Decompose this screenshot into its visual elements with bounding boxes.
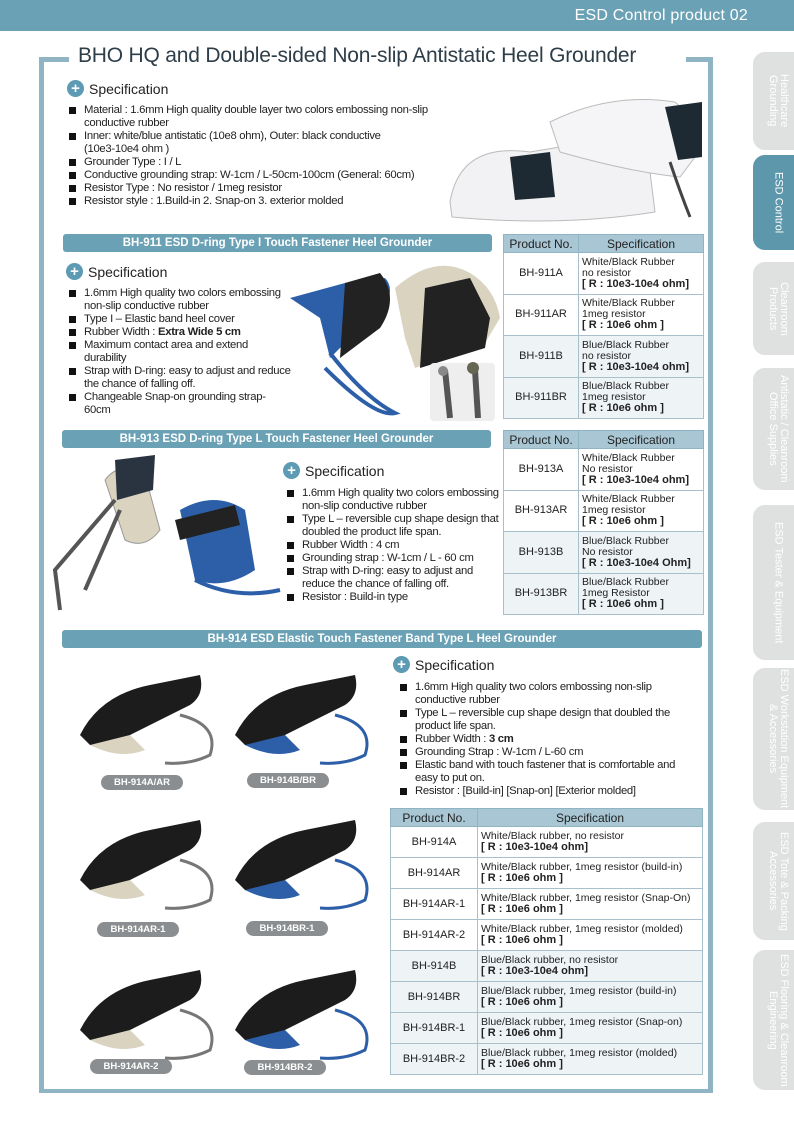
side-tab[interactable] bbox=[753, 155, 794, 250]
spec-item: Type L – reversible cup shape design that doubled the product life span. bbox=[393, 707, 693, 733]
spec-item: Strap with D-ring: easy to adjust and reduce the chance of falling off. bbox=[280, 565, 505, 591]
image-label: BH-914A/AR bbox=[101, 775, 183, 790]
spec-cell bbox=[579, 490, 704, 532]
spec-item: Type I – Elastic band heel cover bbox=[62, 313, 292, 326]
spec-label: Specification bbox=[305, 462, 385, 479]
resistance: [ R : 10e3-10e4 Ohm] bbox=[582, 556, 691, 569]
table-row bbox=[391, 889, 703, 920]
spec-item: Changeable Snap-on grounding strap-60cm bbox=[62, 391, 292, 417]
bh914-product-photo bbox=[70, 950, 220, 1070]
side-tab-label: Healthcare Grounding bbox=[767, 74, 790, 128]
spec-line: White/Black Rubber bbox=[582, 297, 675, 310]
spec-cell bbox=[478, 858, 703, 889]
table-row bbox=[391, 827, 703, 858]
spec-cell bbox=[579, 532, 704, 574]
top-banner bbox=[0, 0, 794, 31]
product-no: BH-911A bbox=[504, 253, 579, 295]
table-row bbox=[391, 1013, 703, 1044]
table-row bbox=[504, 573, 704, 615]
side-tab-label: Cleanroom Products bbox=[767, 281, 790, 336]
side-tab-label: ESD Tester & Equipment bbox=[772, 521, 785, 644]
resistance: [ R : 10e6 ohm ] bbox=[582, 515, 664, 528]
side-tab-label: ESD Tote & Packing Accessories bbox=[767, 831, 790, 931]
table-row bbox=[504, 336, 704, 378]
bh911-product-photo bbox=[285, 258, 500, 423]
spec-item: Type L – reversible cup shape design that doubled the product life span. bbox=[280, 513, 505, 539]
section-bar-bh911: BH-911 ESD D-ring Type I Touch Fastener Heel Grounder bbox=[63, 234, 492, 252]
product-no: BH-911AR bbox=[504, 294, 579, 336]
side-tab[interactable] bbox=[753, 52, 794, 150]
spec-line: Blue/Black Rubber bbox=[582, 380, 669, 393]
spec-cell bbox=[478, 1013, 703, 1044]
product-no: BH-914BR-1 bbox=[391, 1013, 478, 1044]
spec-item: Material : 1.6mm High quality double layer two colors embossing non-slip conductive rubber bbox=[62, 104, 432, 130]
resistance: [ R : 10e6 ohm ] bbox=[481, 934, 563, 946]
spec-line: White/Black Rubber bbox=[582, 451, 675, 464]
spec-line: No resistor bbox=[582, 545, 633, 558]
spec-item: Grounding Strap : W-1cm / L-60 cm bbox=[393, 746, 693, 759]
resistance: [ R : 10e6 ohm ] bbox=[582, 319, 664, 332]
table-row bbox=[391, 920, 703, 951]
product-no: BH-914BR bbox=[391, 982, 478, 1013]
spec-line: White/Black Rubber bbox=[582, 255, 675, 268]
product-no: BH-913B bbox=[504, 532, 579, 574]
bh914-product-photo bbox=[225, 655, 375, 775]
side-tab[interactable] bbox=[753, 368, 794, 490]
table-row bbox=[504, 449, 704, 491]
spec-line: Blue/Black Rubber bbox=[582, 576, 669, 589]
spec-cell bbox=[579, 377, 704, 419]
spec-item-bold: 3 cm bbox=[488, 733, 514, 745]
image-label: BH-914B/BR bbox=[247, 773, 329, 788]
resistance: [ R : 10e6 ohm ] bbox=[481, 996, 563, 1008]
page-title: BHO HQ and Double-sided Non-slip Antistatic Heel Grounder bbox=[78, 44, 637, 67]
image-label: BH-914BR-2 bbox=[244, 1060, 326, 1075]
spec-line: White/Black rubber, no resistor bbox=[481, 830, 624, 842]
side-tab[interactable] bbox=[753, 822, 794, 940]
side-tab[interactable] bbox=[753, 262, 794, 355]
spec-cell bbox=[478, 920, 703, 951]
spec-item: Resistor style : 1.Build-in 2. Snap-on 3. exterior molded bbox=[62, 195, 432, 208]
bh911-spec-table bbox=[503, 234, 704, 419]
table-row bbox=[504, 253, 704, 295]
table-row bbox=[391, 1044, 703, 1075]
side-tab[interactable] bbox=[753, 505, 794, 660]
bh913-spec-table bbox=[503, 430, 704, 615]
spec-line: 1meg resistor bbox=[582, 504, 646, 517]
spec-item: Rubber Width : 4 cm bbox=[280, 539, 505, 552]
spec-cell bbox=[579, 573, 704, 615]
resistance: [ R : 10e3-10e4 ohm] bbox=[582, 277, 689, 290]
spec-item: Inner: white/blue antistatic (10e8 ohm), Outer: black conductive (10e3-10e4 ohm ) bbox=[62, 130, 432, 156]
bh914-spec-list bbox=[393, 681, 693, 798]
product-no: BH-914AR bbox=[391, 858, 478, 889]
spec-line: no resistor bbox=[582, 349, 632, 362]
table-header bbox=[504, 431, 704, 449]
spec-item-bold: Extra Wide 5 cm bbox=[157, 326, 241, 338]
spec-label: Specification bbox=[415, 656, 495, 673]
spec-label: Specification bbox=[89, 80, 169, 97]
shoe-with-heel-grounder-photo bbox=[440, 82, 710, 232]
plus-icon: + bbox=[66, 263, 83, 280]
col-header: Specification bbox=[478, 809, 703, 827]
product-no: BH-914A bbox=[391, 827, 478, 858]
table-row bbox=[504, 294, 704, 336]
bh911-spec-list bbox=[62, 287, 292, 417]
bh913-product-photo bbox=[45, 450, 285, 620]
spec-line: Blue/Black Rubber bbox=[582, 338, 669, 351]
side-tab-label: ESD Workstation Equipment & Accessories bbox=[767, 669, 790, 809]
resistance: [ R : 10e3-10e4 ohm] bbox=[582, 473, 689, 486]
col-header: Product No. bbox=[504, 431, 579, 449]
spec-cell bbox=[478, 827, 703, 858]
table-row bbox=[504, 377, 704, 419]
frame-bottom bbox=[39, 1089, 713, 1093]
product-no: BH-914BR-2 bbox=[391, 1044, 478, 1075]
spec-line: Blue/Black rubber, 1meg resistor (build-in) bbox=[481, 985, 677, 997]
side-tab-label: ESD Control bbox=[772, 171, 785, 234]
spec-line: White/Black rubber, 1meg resistor (Snap-On) bbox=[481, 892, 691, 904]
spec-heading bbox=[283, 462, 384, 479]
plus-icon: + bbox=[67, 80, 84, 97]
product-no: BH-911BR bbox=[504, 377, 579, 419]
product-no: BH-913AR bbox=[504, 490, 579, 532]
spec-item: 1.6mm High quality two colors embossing non-slip conductive rubber bbox=[280, 487, 505, 513]
spec-item bbox=[62, 326, 292, 339]
col-header: Product No. bbox=[391, 809, 478, 827]
spec-line: no resistor bbox=[582, 266, 632, 279]
product-no: BH-913BR bbox=[504, 573, 579, 615]
spec-line: White/Black rubber, 1meg resistor (molded) bbox=[481, 923, 683, 935]
product-no: BH-913A bbox=[504, 449, 579, 491]
image-label: BH-914AR-2 bbox=[90, 1059, 172, 1074]
table-row bbox=[391, 858, 703, 889]
col-header: Specification bbox=[579, 431, 704, 449]
plus-icon: + bbox=[393, 656, 410, 673]
spec-line: Blue/Black rubber, 1meg resistor (molded) bbox=[481, 1047, 678, 1059]
spec-item: 1.6mm High quality two colors embossing non-slip conductive rubber bbox=[393, 681, 693, 707]
table-row bbox=[391, 982, 703, 1013]
spec-item: Resistor Type : No resistor / 1meg resistor bbox=[62, 182, 432, 195]
spec-item-text: Rubber Width : bbox=[415, 733, 489, 745]
side-tab[interactable] bbox=[753, 668, 794, 810]
image-label: BH-914BR-1 bbox=[246, 921, 328, 936]
spec-line: White/Black rubber, 1meg resistor (build-in) bbox=[481, 861, 683, 873]
table-row bbox=[391, 951, 703, 982]
resistance: [ R : 10e3-10e4 ohm] bbox=[582, 360, 689, 373]
resistance: [ R : 10e3-10e4 ohm] bbox=[481, 965, 588, 977]
spec-item: Grounder Type : I / L bbox=[62, 156, 432, 169]
spec-line: 1meg resistor bbox=[582, 308, 646, 321]
plus-icon: + bbox=[283, 462, 300, 479]
product-no: BH-914AR-1 bbox=[391, 889, 478, 920]
product-no: BH-914AR-2 bbox=[391, 920, 478, 951]
resistance: [ R : 10e6 ohm ] bbox=[582, 598, 664, 611]
table-row bbox=[504, 490, 704, 532]
spec-cell bbox=[478, 1044, 703, 1075]
section-bar-bh914: BH-914 ESD Elastic Touch Fastener Band Type L Heel Grounder bbox=[62, 630, 702, 648]
resistance: [ R : 10e6 ohm ] bbox=[582, 402, 664, 415]
table-row bbox=[504, 532, 704, 574]
spec-item: Strap with D-ring: easy to adjust and reduce the chance of falling off. bbox=[62, 365, 292, 391]
spec-label: Specification bbox=[88, 263, 168, 280]
bh914-product-photo bbox=[225, 950, 375, 1070]
spec-line: Blue/Black rubber, no resistor bbox=[481, 954, 619, 966]
spec-cell bbox=[478, 951, 703, 982]
col-header: Product No. bbox=[504, 235, 579, 253]
spec-heading bbox=[67, 80, 168, 97]
spec-item-text: Rubber Width : bbox=[84, 326, 158, 338]
side-tab[interactable] bbox=[753, 950, 794, 1090]
resistance: [ R : 10e6 ohm ] bbox=[481, 903, 563, 915]
product-no: BH-914B bbox=[391, 951, 478, 982]
spec-line: Blue/Black Rubber bbox=[582, 534, 669, 547]
spec-line: 1meg resistor bbox=[582, 391, 646, 404]
bh914-product-photo bbox=[70, 800, 220, 920]
resistance: [ R : 10e6 ohm ] bbox=[481, 1058, 563, 1070]
table-header bbox=[504, 235, 704, 253]
spec-item: Maximum contact area and extend durability bbox=[62, 339, 292, 365]
resistance: [ R : 10e3-10e4 ohm] bbox=[481, 841, 588, 853]
general-spec-list bbox=[62, 104, 432, 208]
spec-cell bbox=[478, 982, 703, 1013]
side-tab-label: ESD Flooring & Cleanroom Engineering bbox=[767, 953, 790, 1087]
spec-line: No resistor bbox=[582, 462, 633, 475]
frame-left bbox=[39, 57, 44, 1093]
section-label: ESD Control product 02 bbox=[574, 7, 748, 24]
table-header bbox=[391, 809, 703, 827]
resistance: [ R : 10e6 ohm ] bbox=[481, 872, 563, 884]
spec-item: Resistor : Build-in type bbox=[280, 591, 505, 604]
product-no: BH-911B bbox=[504, 336, 579, 378]
spec-item: Resistor : [Build-in] [Snap-on] [Exterior molded] bbox=[393, 785, 693, 798]
resistance: [ R : 10e6 ohm ] bbox=[481, 1027, 563, 1039]
spec-line: White/Black Rubber bbox=[582, 493, 675, 506]
bh914-product-photo bbox=[70, 655, 220, 775]
spec-heading bbox=[66, 263, 167, 280]
spec-item: Conductive grounding strap: W-1cm / L-50cm-100cm (General: 60cm) bbox=[62, 169, 432, 182]
spec-cell bbox=[478, 889, 703, 920]
bh914-spec-table bbox=[390, 808, 703, 1075]
spec-cell bbox=[579, 336, 704, 378]
section-bar-bh913: BH-913 ESD D-ring Type L Touch Fastener Heel Grounder bbox=[62, 430, 491, 448]
spec-item: Elastic band with touch fastener that is comfortable and easy to put on. bbox=[393, 759, 693, 785]
spec-line: 1meg Resistor bbox=[582, 587, 650, 600]
col-header: Specification bbox=[579, 235, 704, 253]
spec-heading bbox=[393, 656, 494, 673]
spec-cell bbox=[579, 449, 704, 491]
frame-top-right bbox=[686, 57, 713, 62]
frame-top-left bbox=[39, 57, 69, 62]
spec-item: Grounding strap : W-1cm / L - 60 cm bbox=[280, 552, 505, 565]
spec-item: 1.6mm High quality two colors embossing non-slip conductive rubber bbox=[62, 287, 292, 313]
spec-line: Blue/Black rubber, 1meg resistor (Snap-on) bbox=[481, 1016, 683, 1028]
bh914-product-photo bbox=[225, 800, 375, 920]
spec-item bbox=[393, 733, 693, 746]
spec-cell bbox=[579, 294, 704, 336]
image-label: BH-914AR-1 bbox=[97, 922, 179, 937]
spec-cell bbox=[579, 253, 704, 295]
side-tab-label: Antistatic / Cleanroom Office Supplies bbox=[767, 375, 790, 483]
bh913-spec-list bbox=[280, 487, 505, 604]
